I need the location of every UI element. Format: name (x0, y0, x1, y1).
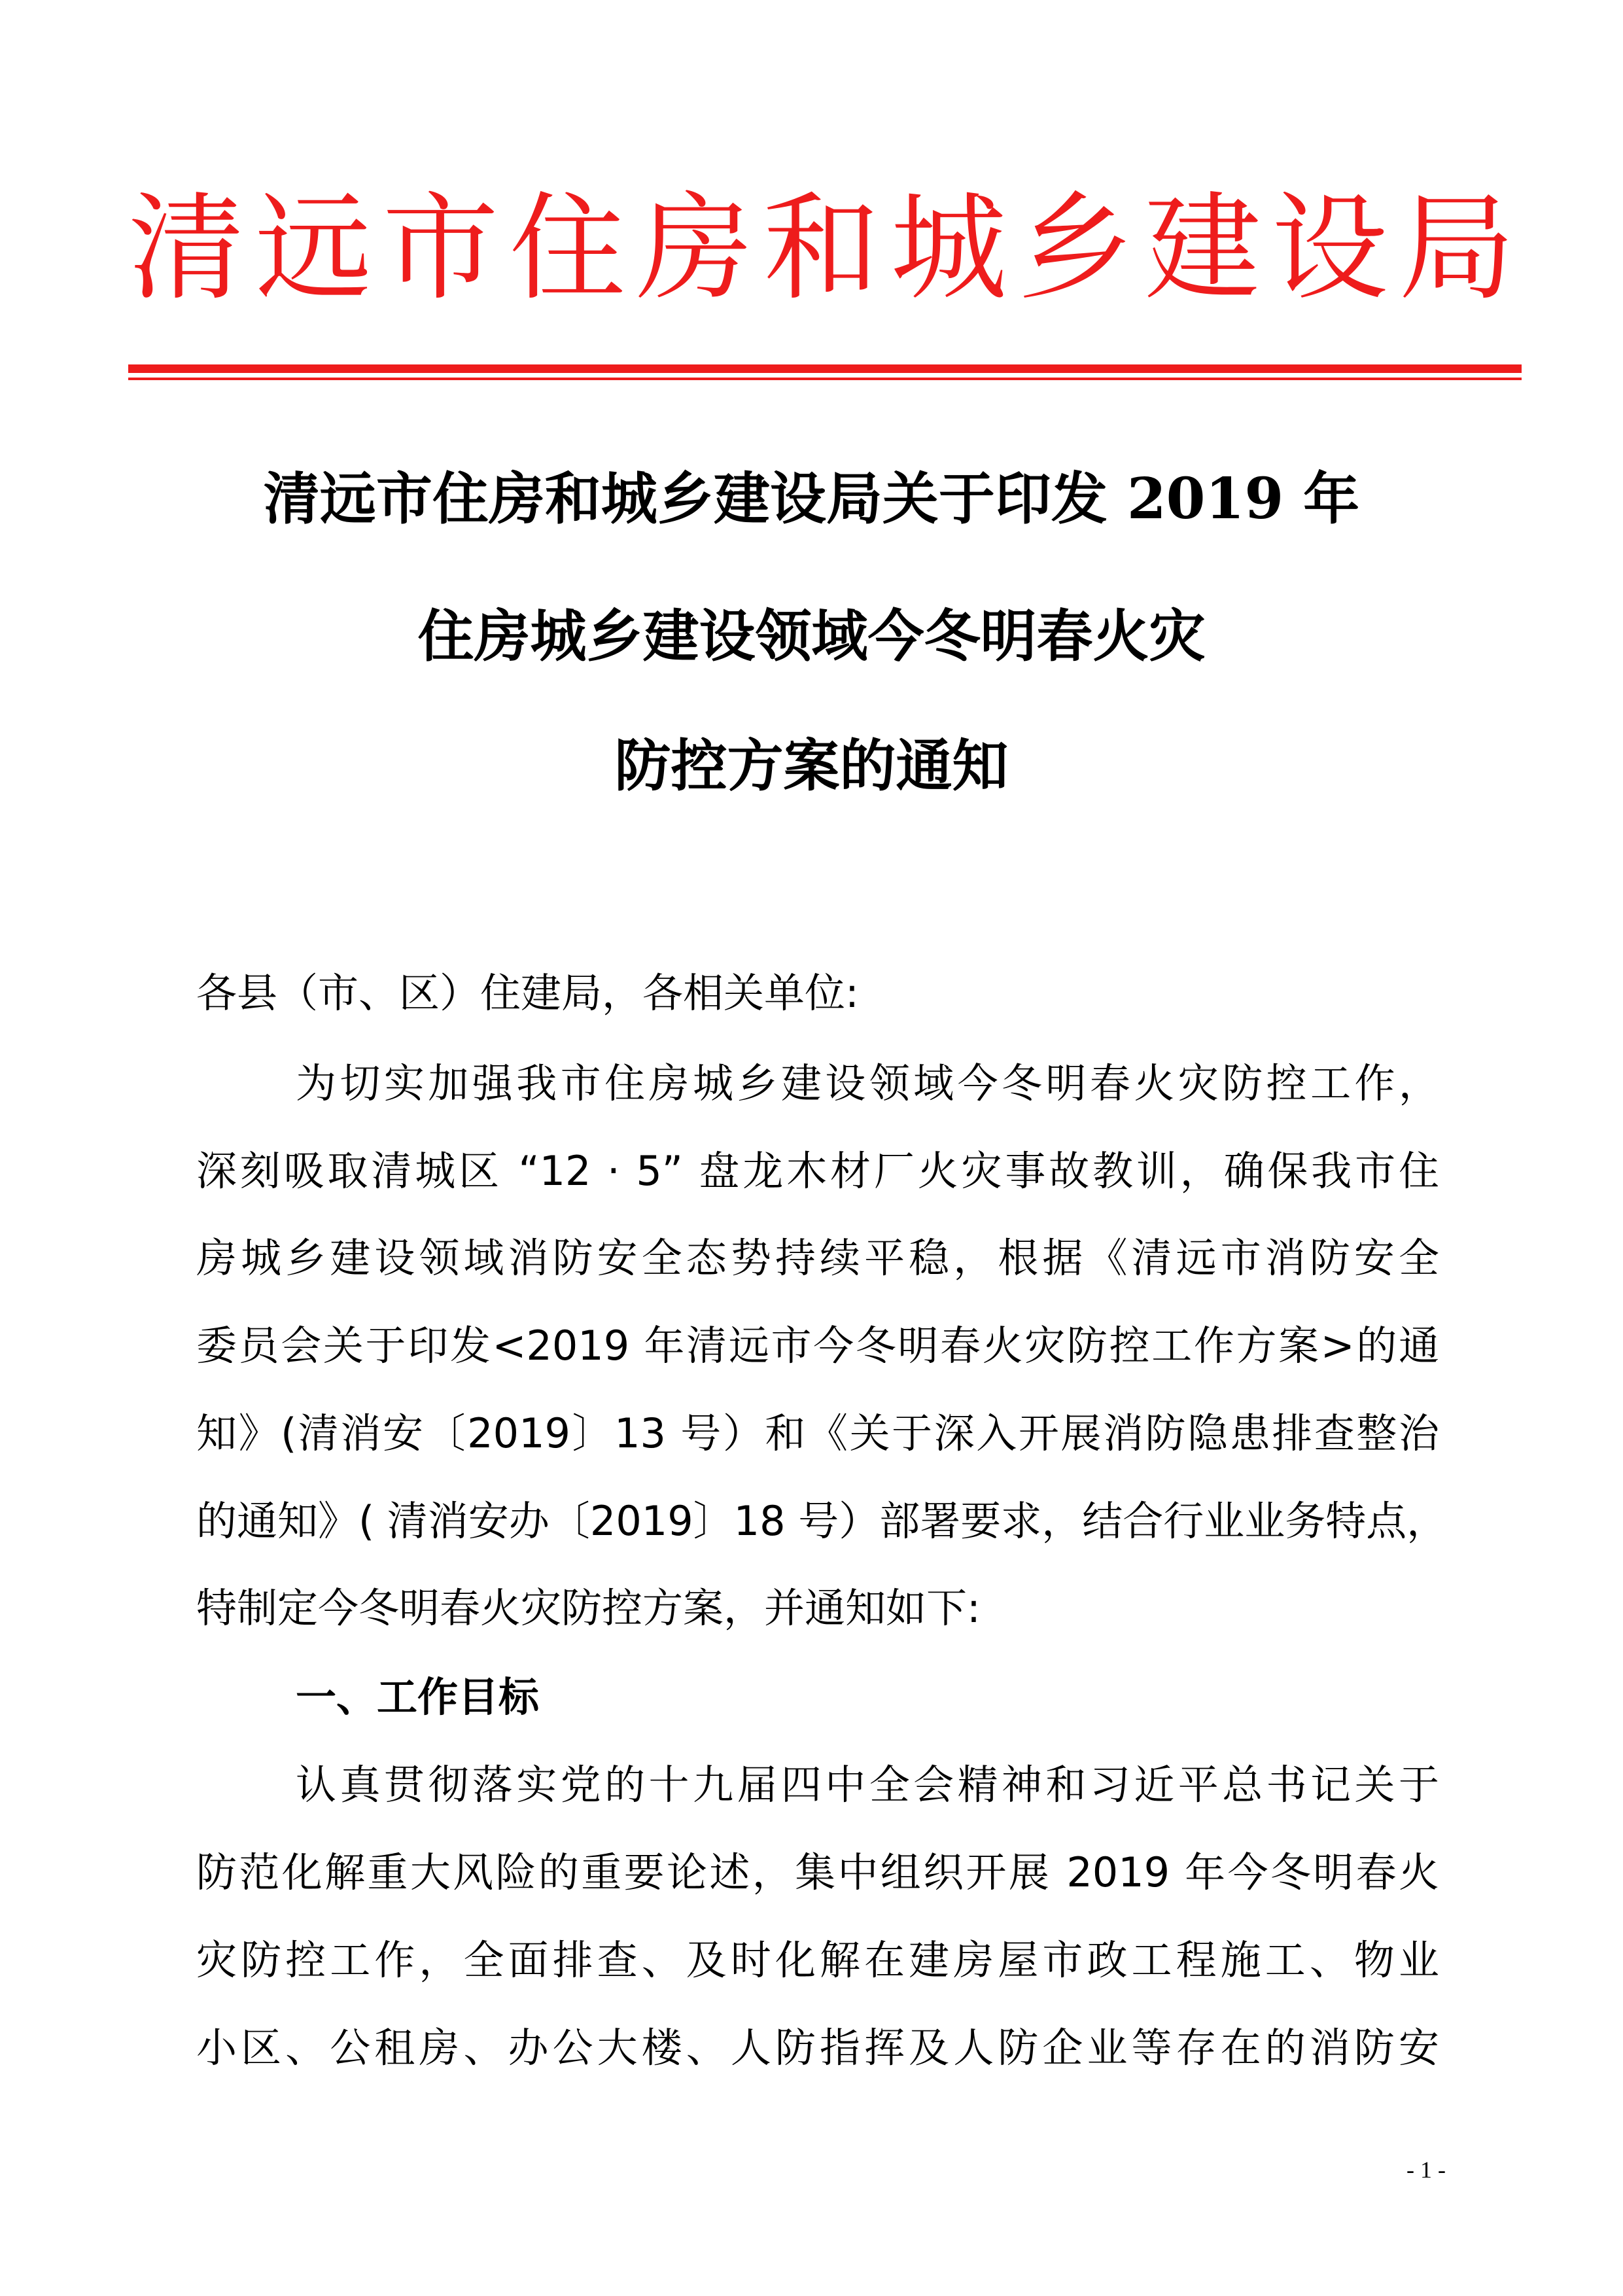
paragraph-line: 为切实加强我市住房城乡建设领域今冬明春火灾防控工作， (296, 1059, 1439, 1107)
org-letterhead-char: 远 (255, 181, 372, 316)
org-letterhead-char: 建 (1144, 181, 1261, 316)
org-letterhead-char: 清 (128, 181, 245, 316)
letterhead-divider-thin (128, 378, 1522, 380)
paragraph-line: 的通知》( 清消安办〔2019〕18 号）部署要求，结合行业业务特点， (196, 1497, 1448, 1545)
paragraph-line: 委员会关于印发<2019 年清远市今冬明春火灾防控工作方案>的通 (196, 1322, 1439, 1369)
page-number: - 1 - (1406, 2157, 1446, 2183)
paragraph-line: 深刻吸取清城区 “12 · 5” 盘龙木材厂火灾事故教训，确保我市住 (196, 1147, 1439, 1195)
document-title-line-3: 防控方案的通知 (614, 733, 1009, 799)
paragraph-line: 房城乡建设领域消防安全态势持续平稳，根据《清远市消防安全 (196, 1234, 1439, 1282)
org-letterhead-char: 房 (636, 181, 753, 316)
org-letterhead-char: 城 (890, 181, 1007, 316)
paragraph-line: 小区、公租房、办公大楼、人防指挥及人防企业等存在的消防安 (196, 2024, 1439, 2072)
letterhead-divider-thick (128, 364, 1522, 373)
org-letterhead-char: 设 (1271, 181, 1388, 316)
org-letterhead-char: 住 (509, 181, 626, 316)
paragraph-line: 特制定今冬明春火灾防控方案，并通知如下: (196, 1584, 981, 1632)
paragraph-line: 知》(清消安〔2019〕13 号）和《关于深入开展消防隐患排查整治 (196, 1409, 1439, 1457)
paragraph-line: 认真贯彻落实党的十九届四中全会精神和习近平总书记关于 (296, 1761, 1439, 1809)
paragraph-line: 灾防控工作，全面排查、及时化解在建房屋市政工程施工、物业 (196, 1936, 1439, 1984)
org-letterhead-char: 和 (763, 181, 880, 316)
section-heading-work-goals: 一、工作目标 (296, 1673, 540, 1721)
paragraph-line: 防范化解重大风险的重要论述，集中组织开展 2019 年今冬明春火 (196, 1848, 1439, 1896)
org-letterhead (128, 183, 1515, 314)
org-letterhead-char: 乡 (1017, 181, 1134, 316)
org-letterhead-char: 市 (382, 181, 499, 316)
salutation: 各县（市、区）住建局，各相关单位: (196, 969, 859, 1017)
document-title-line-2: 住房城乡建设领域今冬明春火灾 (417, 603, 1206, 669)
document-title-line-1: 清远市住房和城乡建设局关于印发 2019 年 (263, 466, 1360, 532)
org-letterhead-char: 局 (1398, 181, 1515, 316)
